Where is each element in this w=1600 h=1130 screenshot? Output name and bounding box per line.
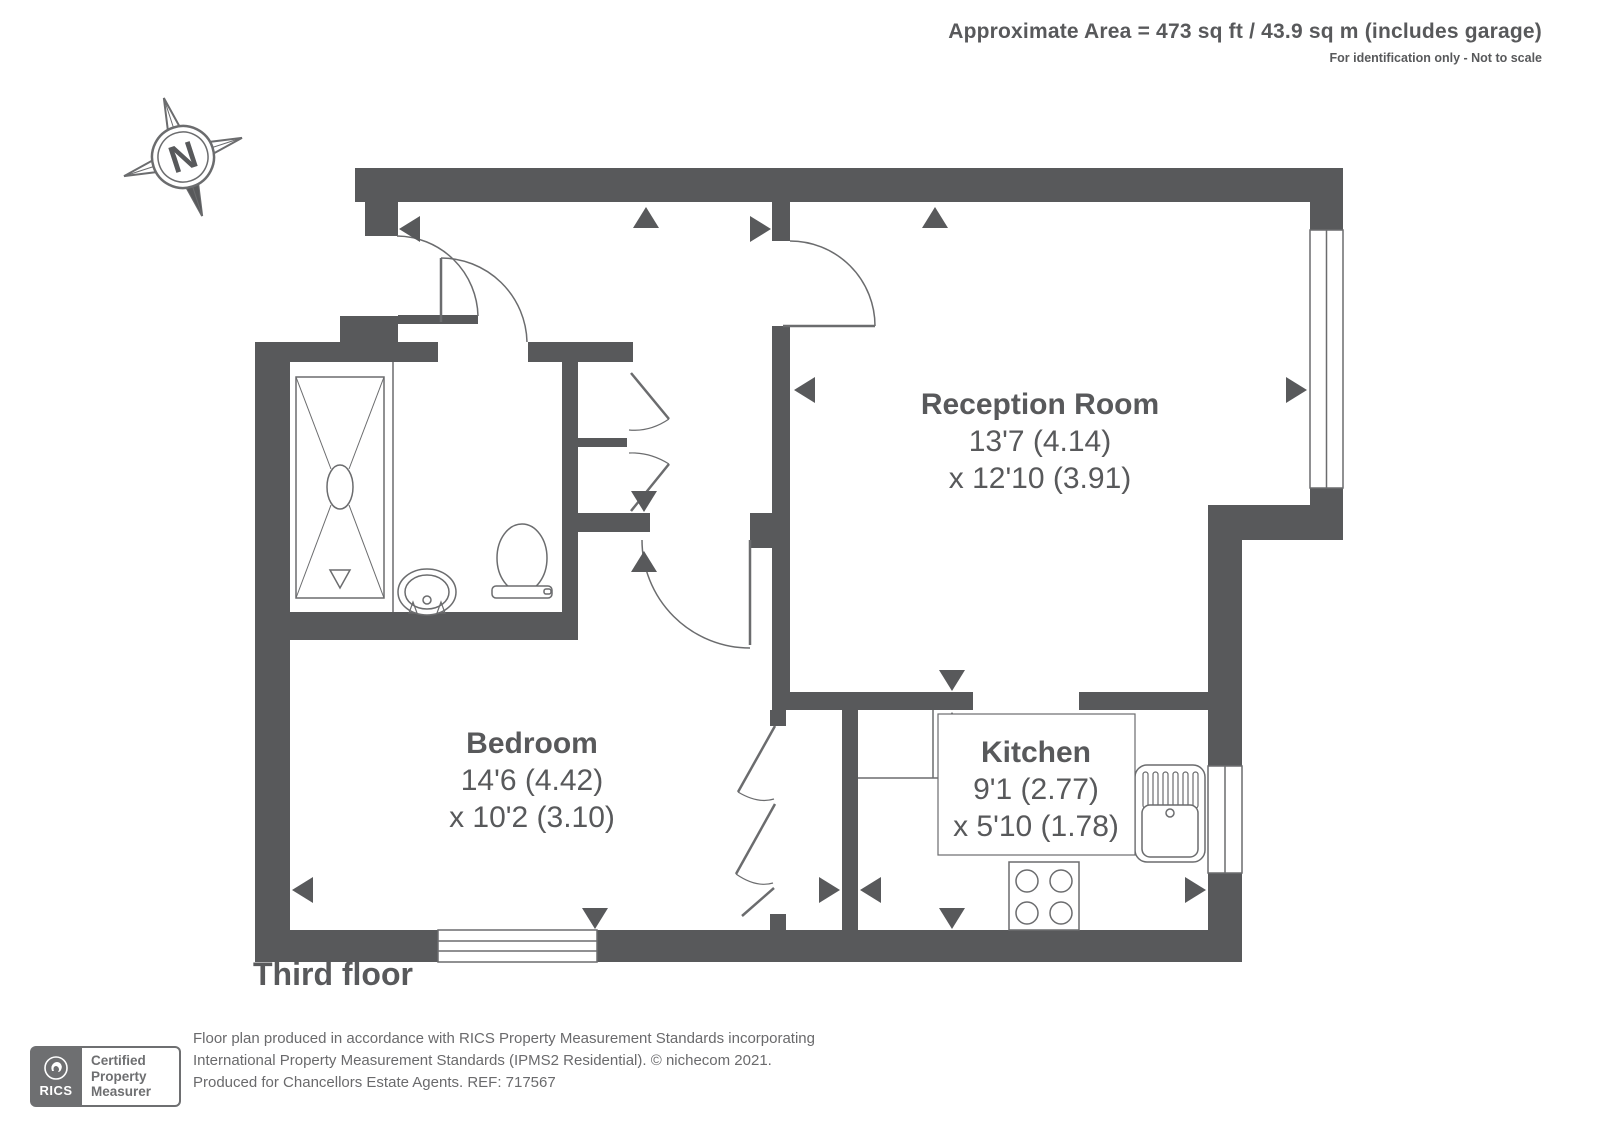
rics-logo <box>30 1046 82 1107</box>
badge-line-1: Certified <box>91 1053 146 1068</box>
rics-lion-icon <box>43 1055 69 1081</box>
reception-room-label <box>921 388 1159 495</box>
bathroom-door-icon <box>441 258 527 342</box>
bathroom-sink-icon <box>398 569 456 615</box>
hob-icon <box>1009 862 1079 930</box>
reception-room-dim1: 13'7 (4.14) <box>968 425 1112 458</box>
compass-rose-icon <box>105 79 261 235</box>
entrance-door-icon <box>397 236 478 316</box>
badge-line-3: Measurer <box>91 1084 152 1099</box>
disclaimer-line-3: Produced for Chancellors Estate Agents. REF: 717567 <box>193 1074 556 1091</box>
kitchen-name: Kitchen <box>980 736 1092 769</box>
bedroom-label <box>449 727 615 834</box>
bedroom-name: Bedroom <box>466 727 598 760</box>
bedroom-dim2: x 10'2 (3.10) <box>449 801 615 834</box>
badge-line-2: Property <box>91 1068 147 1084</box>
certified-property-measurer-box <box>82 1046 181 1107</box>
hall-cupboard-doors-icon <box>629 373 669 511</box>
disclaimer-line-2: International Property Measurement Standards (IPMS2 Residential). © nichecom 2021. <box>193 1052 772 1069</box>
kitchen-sink-icon <box>1135 765 1205 862</box>
kitchen-dim1: 9'1 (2.77) <box>973 773 1099 806</box>
bathtub-icon <box>296 377 384 598</box>
bedroom-door-icon <box>642 540 750 648</box>
identification-note-text: For identification only - Not to scale <box>1329 51 1542 65</box>
kitchen-label <box>938 714 1135 855</box>
toilet-icon <box>492 524 552 598</box>
bedroom-closet-bifold-icon <box>736 726 775 916</box>
bedroom-window-icon <box>438 930 597 962</box>
kitchen-dim2: x 5'10 (1.78) <box>953 810 1119 843</box>
reception-room-dim2: x 12'10 (3.91) <box>948 462 1132 495</box>
compass-north-label: N <box>163 133 203 183</box>
floor-title: Third floor <box>253 956 413 992</box>
approximate-area-text: Approximate Area = 473 sq ft / 43.9 sq m (includes garage) <box>948 20 1542 43</box>
reception-window-icon <box>1310 230 1343 488</box>
footer-disclaimer <box>193 1028 815 1094</box>
rics-certified-badge <box>30 1046 181 1107</box>
bedroom-dim1: 14'6 (4.42) <box>460 764 604 797</box>
disclaimer-line-1: Floor plan produced in accordance with RICS Property Measurement Standards incorporating <box>193 1030 815 1047</box>
reception-door-icon <box>783 241 875 326</box>
kitchen-window-icon <box>1208 766 1242 873</box>
reception-room-name: Reception Room <box>920 388 1160 421</box>
rics-brand-text: RICS <box>39 1082 73 1098</box>
header <box>948 20 1542 65</box>
